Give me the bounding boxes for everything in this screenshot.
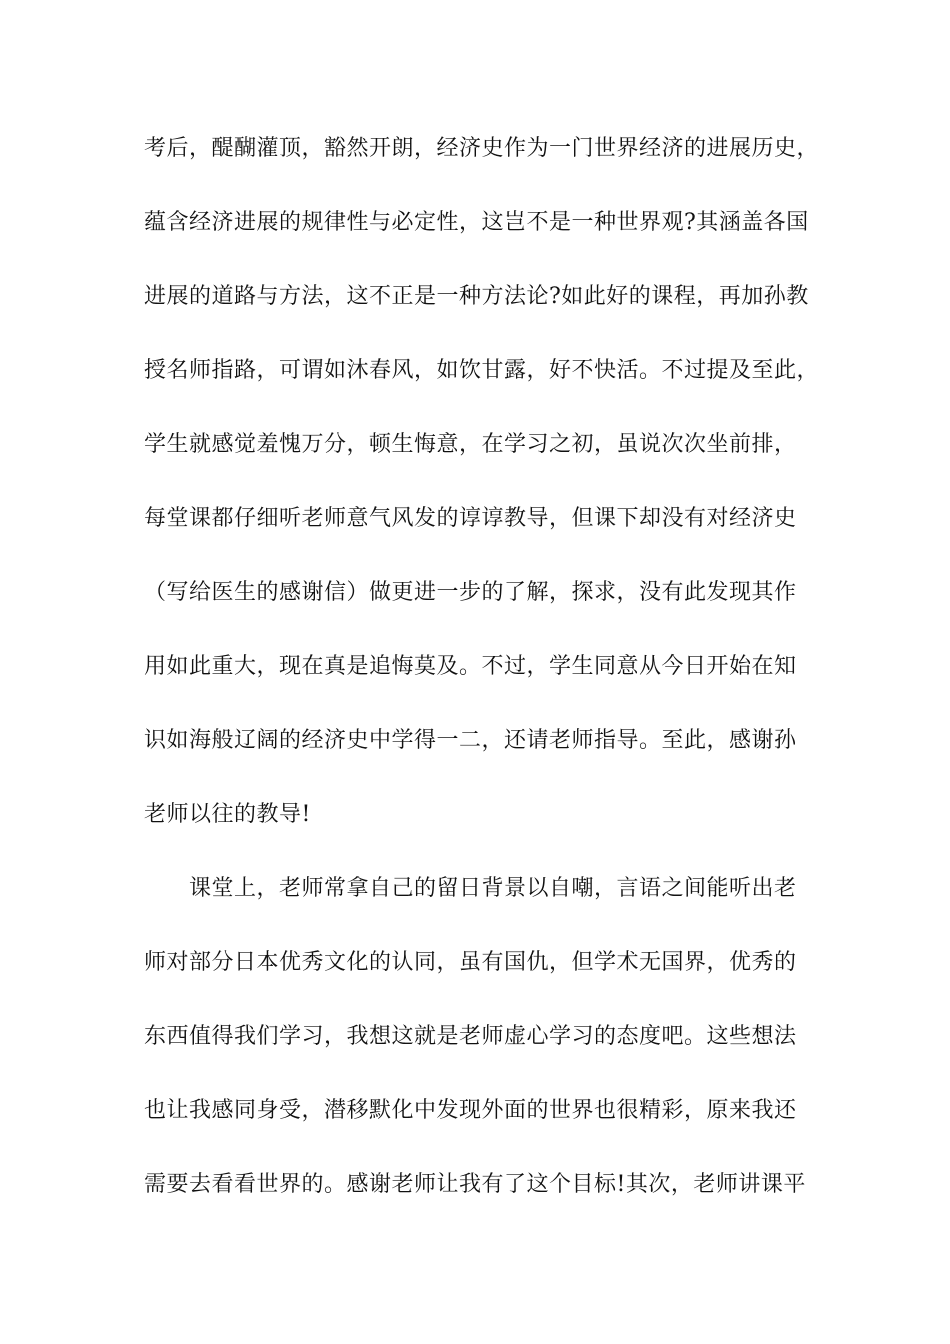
text-line: 用如此重大，现在真是追悔莫及。不过，学生同意从今日开始在知 xyxy=(144,654,797,679)
text-line: 东西值得我们学习，我想这就是老师虚心学习的态度吧。这些想法 xyxy=(144,1024,797,1049)
text-line: 蕴含经济进展的规律性与必定性，这岂不是一种世界观?其涵盖各国 xyxy=(144,210,809,235)
text-line: （写给医生的感谢信）做更进一步的了解，探求，没有此发现其作 xyxy=(144,580,797,605)
text-line: 也让我感同身受，潜移默化中发现外面的世界也很精彩，原来我还 xyxy=(144,1098,797,1123)
text-line: 师对部分日本优秀文化的认同，虽有国仇，但学术无国界，优秀的 xyxy=(144,950,797,975)
text-line: 识如海般辽阔的经济史中学得一二，还请老师指导。至此，感谢孙 xyxy=(144,728,797,753)
body-text xyxy=(144,126,820,1236)
text-line: 每堂课都仔细听老师意气风发的谆谆教导，但课下却没有对经济史 xyxy=(144,506,797,531)
text-line: 进展的道路与方法，这不正是一种方法论?如此好的课程，再加孙教 xyxy=(144,284,809,309)
text-line: 老师以往的教导! xyxy=(144,802,311,827)
text-line: 学生就感觉羞愧万分，顿生悔意，在学习之初，虽说次次坐前排， xyxy=(144,432,797,457)
text-line: 授名师指路，可谓如沐春风，如饮甘露，好不快活。不过提及至此， xyxy=(144,358,820,383)
text-line: 课堂上，老师常拿自己的留日背景以自嘲，言语之间能听出老 xyxy=(144,876,797,901)
text-line: 考后，醍醐灌顶，豁然开朗，经济史作为一门世界经济的进展历史， xyxy=(144,136,820,161)
text-line: 需要去看看世界的。感谢老师让我有了这个目标!其次，老师讲课平 xyxy=(144,1172,806,1197)
